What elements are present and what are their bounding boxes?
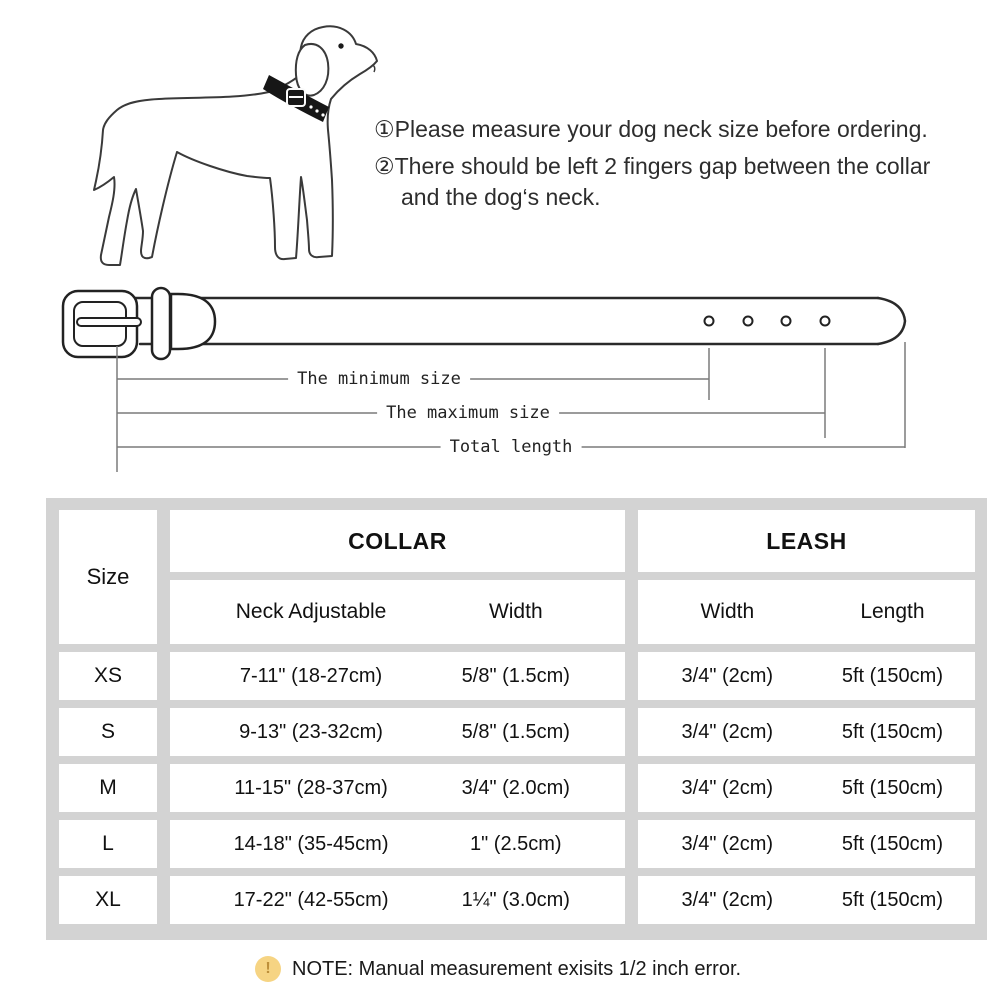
dog-nose-mark xyxy=(373,65,375,72)
leash-length-value: 5ft (150cm) xyxy=(841,664,943,687)
dog-illustration xyxy=(75,15,385,270)
leash-header-cell: LEASH xyxy=(638,510,975,572)
table-row-leash xyxy=(638,652,975,700)
collar-width-value: 1" (2.5cm) xyxy=(470,832,562,855)
belt-loop xyxy=(171,294,215,349)
table-row-leash xyxy=(638,764,975,812)
neck-adjustable-value: 17-22" (42-55cm) xyxy=(233,888,389,911)
leash-length-value: 5ft (150cm) xyxy=(841,832,943,855)
size-header-cell: Size xyxy=(59,510,157,644)
warning-icon: ! xyxy=(255,956,281,982)
table-row-collar xyxy=(170,708,625,756)
size-value: M xyxy=(59,764,157,812)
belt-keeper xyxy=(152,288,170,359)
leash-subheader-cell xyxy=(638,580,975,644)
leash-length-value: 5ft (150cm) xyxy=(841,776,943,799)
collar-subheader-cell xyxy=(170,580,625,644)
buckle-prong xyxy=(77,318,141,326)
neck-adjustable-value: 14-18" (35-45cm) xyxy=(233,832,389,855)
collar-width-header: Width xyxy=(488,600,543,623)
table-row-leash xyxy=(638,820,975,868)
collar-width-value: 5/8" (1.5cm) xyxy=(461,720,570,743)
belt-tip xyxy=(878,298,905,344)
leash-width-value: 3/4" (2cm) xyxy=(681,776,774,799)
neck-adjustable-value: 9-13" (23-32cm) xyxy=(239,720,383,743)
leash-length-value: 5ft (150cm) xyxy=(841,720,943,743)
maximum-size-label: The maximum size xyxy=(377,403,559,423)
collar-width-value: 3/4" (2.0cm) xyxy=(461,776,570,799)
table-row-leash xyxy=(638,876,975,924)
leash-width-value: 3/4" (2cm) xyxy=(681,888,774,911)
total-length-label: Total length xyxy=(441,437,582,457)
leash-length-header: Length xyxy=(860,600,925,623)
size-table xyxy=(46,498,987,940)
dog-eye xyxy=(338,43,343,48)
leash-length-value: 5ft (150cm) xyxy=(841,888,943,911)
table-row-leash xyxy=(638,708,975,756)
dog-ear xyxy=(296,44,329,96)
measuring-instructions xyxy=(374,114,974,213)
dog-body-outline xyxy=(94,26,377,265)
belt-holes xyxy=(705,317,830,326)
minimum-size-label: The minimum size xyxy=(288,369,470,389)
instruction-1: ①Please measure your dog neck size before ordering. xyxy=(374,116,928,142)
size-value: XL xyxy=(59,876,157,924)
leash-width-value: 3/4" (2cm) xyxy=(681,832,774,855)
leash-width-value: 3/4" (2cm) xyxy=(681,720,774,743)
table-row-collar xyxy=(170,820,625,868)
neck-adjustable-value: 7-11" (18-27cm) xyxy=(239,664,383,687)
note-text: NOTE: Manual measurement exisits 1/2 inch error. xyxy=(292,958,742,980)
neck-adjustable-value: 11-15" (28-37cm) xyxy=(234,776,388,799)
neck-adjustable-header: Neck Adjustable xyxy=(235,600,387,623)
table-row-collar xyxy=(170,876,625,924)
table-row-collar xyxy=(170,764,625,812)
collar-width-value: 1¼" (3.0cm) xyxy=(461,888,570,911)
instruction-2: ②There should be left 2 fingers gap between the collar and the dog‘s neck. xyxy=(374,153,931,210)
collar-header-cell: COLLAR xyxy=(170,510,625,572)
size-value: S xyxy=(59,708,157,756)
collar-width-value: 5/8" (1.5cm) xyxy=(461,664,570,687)
size-value: XS xyxy=(59,652,157,700)
table-row-collar xyxy=(170,652,625,700)
leash-width-header: Width xyxy=(700,600,755,623)
leash-width-value: 3/4" (2cm) xyxy=(681,664,774,687)
size-value: L xyxy=(59,820,157,868)
